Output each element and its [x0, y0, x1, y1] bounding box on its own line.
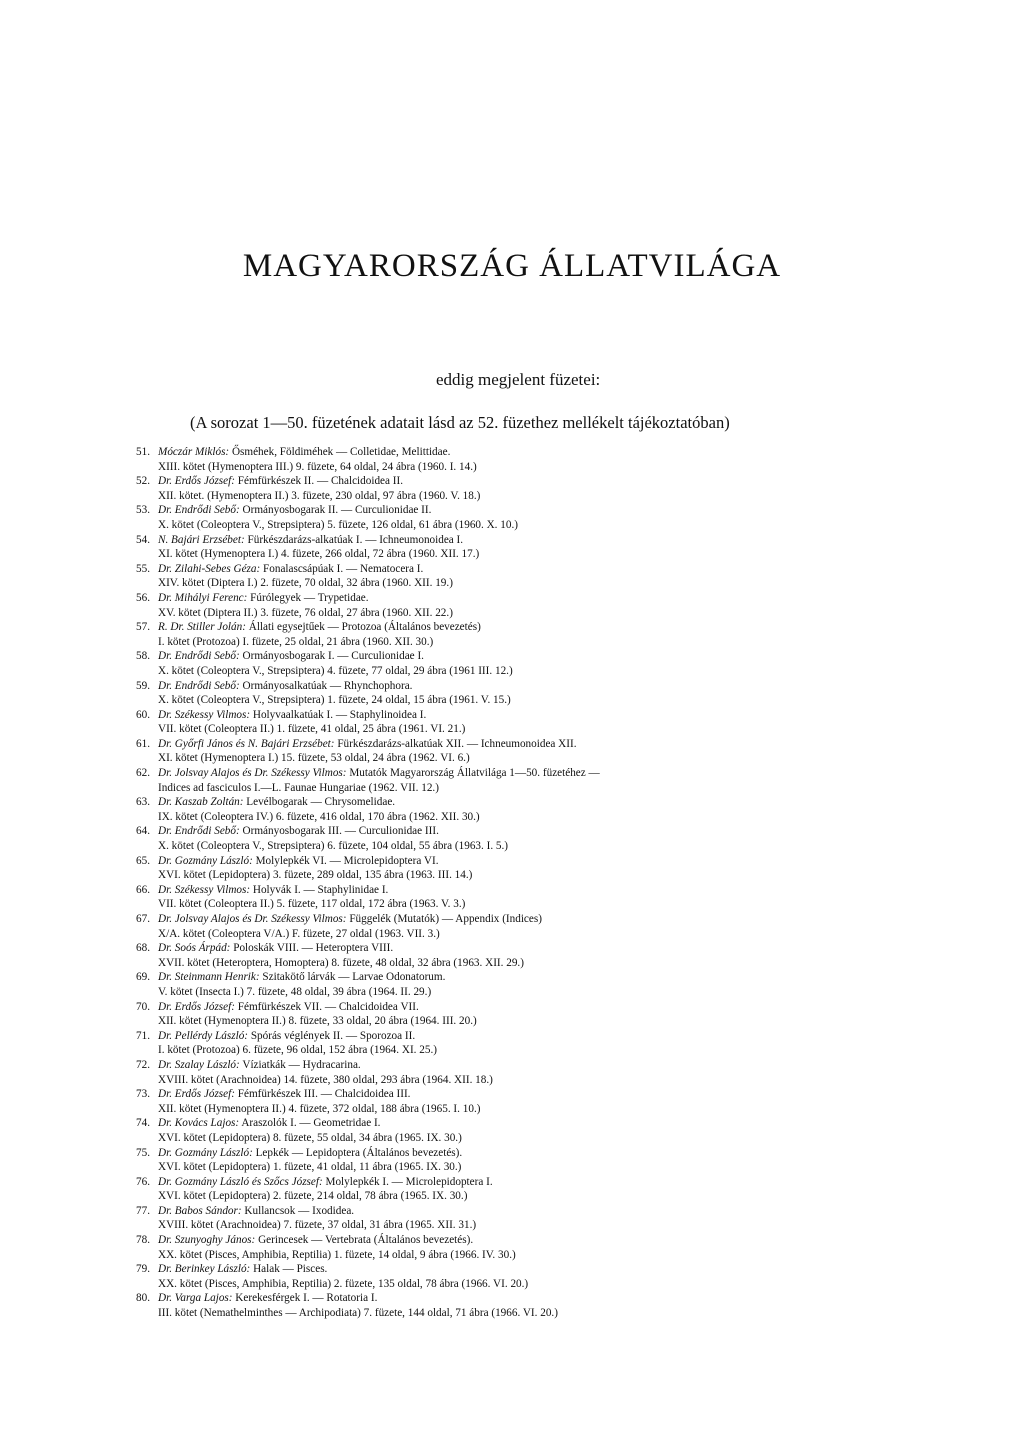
list-item: [136, 1146, 896, 1175]
entry-author: Dr. Gozmány László:: [158, 1146, 253, 1159]
entry-author: Dr. Gozmány László és Szőcs József:: [158, 1175, 323, 1188]
entry-topic: Ormányosbogarak II. — Curculionidae II.: [242, 504, 432, 517]
entry-number: 80.: [136, 1292, 150, 1305]
entry-details: XI. kötet (Hymenoptera I.) 15. füzete, 53 oldal, 24 ábra (1962. VI. 6.): [158, 752, 470, 765]
entry-author: Dr. Endrődi Sebő:: [158, 825, 240, 838]
entry-details: XVI. kötet (Lepidoptera) 1. füzete, 41 oldal, 11 ábra (1965. IX. 30.): [158, 1161, 462, 1174]
entry-topic: Fürkészdarázs-alkatúak XII. — Ichneumonoidea XII.: [337, 737, 577, 750]
entry-number: 61.: [136, 737, 150, 750]
entry-author: Dr. Endrődi Sebő:: [158, 650, 240, 663]
entry-heading-line: [136, 1058, 896, 1073]
entry-details: XVI. kötet (Lepidoptera) 2. füzete, 214 oldal, 78 ábra (1965. IX. 30.): [158, 1190, 468, 1203]
list-item: [136, 1175, 896, 1204]
entry-details: XVI. kötet (Lepidoptera) 3. füzete, 289 oldal, 135 ábra (1963. III. 14.): [158, 869, 473, 882]
entry-heading-line: [136, 1204, 896, 1219]
entry-author: Dr. Kovács Lajos:: [158, 1117, 240, 1130]
list-item: [136, 649, 896, 678]
entry-author: Dr. Jolsvay Alajos és Dr. Székessy Vilmos:: [158, 913, 347, 925]
entry-heading-line: [136, 766, 896, 781]
entry-heading-line: [136, 708, 896, 723]
entry-topic: Víziatkák — Hydracarina.: [242, 1058, 361, 1071]
entry-heading-line: [136, 503, 896, 518]
entry-heading-line: [136, 591, 896, 606]
entry-author: N. Bajári Erzsébet:: [158, 533, 245, 546]
entry-number: 57.: [136, 621, 150, 634]
entry-number: 68.: [136, 942, 150, 955]
entry-topic: Kerekesférgek I. — Rotatoria I.: [235, 1292, 378, 1305]
entry-number: 69.: [136, 971, 150, 984]
entry-details: XV. kötet (Diptera II.) 3. füzete, 76 oldal, 27 ábra (1960. XII. 22.): [158, 606, 453, 619]
page-title: MAGYARORSZÁG ÁLLATVILÁGA: [242, 248, 782, 284]
entry-details: XI. kötet (Hymenoptera I.) 4. füzete, 266 oldal, 72 ábra (1960. XII. 17.): [158, 548, 480, 561]
entry-author: Dr. Endrődi Sebő:: [158, 679, 240, 692]
entry-number: 51.: [136, 446, 150, 458]
list-item: [136, 941, 896, 970]
entry-heading-line: [136, 795, 896, 810]
entry-number: 59.: [136, 679, 150, 692]
entry-number: 64.: [136, 825, 150, 838]
entry-details: III. kötet (Nemathelminthes — Archipodiata) 7. füzete, 144 oldal, 71 ábra (1966. VI. 20.): [158, 1307, 558, 1320]
entry-author: Dr. Erdős József:: [158, 1000, 235, 1013]
list-item: [136, 1233, 896, 1262]
entry-number: 72.: [136, 1058, 150, 1071]
entry-number: 76.: [136, 1175, 150, 1188]
entry-heading-line: [136, 1291, 896, 1306]
entry-number: 75.: [136, 1146, 150, 1159]
entry-number: 73.: [136, 1088, 150, 1101]
entry-topic: Araszolók I. — Geometridae I.: [241, 1117, 381, 1130]
list-item: [136, 503, 896, 532]
entry-topic: Levélbogarak — Chrysomelidae.: [246, 796, 396, 809]
entry-author: Dr. Székessy Vilmos:: [158, 883, 251, 896]
list-item: [136, 474, 896, 503]
list-item: [136, 708, 896, 737]
list-item: [136, 620, 896, 649]
entry-details: VII. kötet (Coleoptera II.) 5. füzete, 117 oldal, 172 ábra (1963. V. 3.): [158, 898, 466, 911]
entry-heading-line: [136, 679, 896, 694]
entry-number: 60.: [136, 708, 150, 721]
entry-author: Dr. Kaszab Zoltán:: [158, 796, 244, 809]
entry-topic: Ormányosbogarak III. — Curculionidae III.: [242, 825, 439, 838]
list-item: [136, 445, 896, 474]
entry-number: 63.: [136, 796, 150, 809]
entry-details: XII. kötet (Hymenoptera II.) 4. füzete, 372 oldal, 188 ábra (1965. I. 10.): [158, 1102, 481, 1115]
entry-heading-line: [136, 1087, 896, 1102]
entry-author: Dr. Soós Árpád:: [158, 942, 231, 955]
entry-author: Dr. Mihályi Ferenc:: [158, 591, 248, 604]
entry-topic: Fémfürkészek VII. — Chalcidoidea VII.: [237, 1000, 419, 1013]
entry-details: VII. kötet (Coleoptera II.) 1. füzete, 41 oldal, 25 ábra (1961. VI. 21.): [158, 723, 466, 736]
entry-details: XII. kötet (Hymenoptera II.) 8. füzete, 33 oldal, 20 ábra (1964. III. 20.): [158, 1015, 477, 1028]
entry-details: Indices ad fasciculos I.—L. Faunae Hungariae (1962. VII. 12.): [158, 781, 439, 794]
entry-topic: Gerincesek — Vertebrata (Általános bevezetés).: [258, 1234, 474, 1247]
series-note: (A sorozat 1—50. füzetének adatait lásd az 52. füzethez mellékelt tájékoztatóban): [190, 413, 730, 432]
entry-topic: Szitakötő lárvák — Larvae Odonatorum.: [262, 971, 446, 984]
entry-author: Dr. Babos Sándor:: [158, 1204, 242, 1217]
list-item: [136, 1291, 896, 1320]
entry-heading-line: [136, 620, 896, 635]
entry-details: X. kötet (Coleoptera V., Strepsiptera) 6. füzete, 104 oldal, 55 ábra (1963. I. 5.): [158, 840, 509, 853]
entry-details: XX. kötet (Pisces, Amphibia, Reptilia) 2. füzete, 135 oldal, 78 ábra (1966. VI. 20.): [158, 1277, 529, 1290]
entry-heading-line: [136, 824, 896, 839]
entry-topic: Molylepkék I. — Microlepidoptera I.: [325, 1175, 493, 1188]
entry-heading-line: [136, 912, 896, 927]
entry-topic: Fémfürkészek III. — Chalcidoidea III.: [237, 1088, 411, 1101]
entry-topic: Állati egysejtűek — Protozoa (Általános bevezetés): [248, 621, 481, 634]
list-item: [136, 883, 896, 912]
entry-heading-line: [136, 1175, 896, 1190]
entry-topic: Molylepkék VI. — Microlepidoptera VI.: [255, 854, 439, 867]
list-item: [136, 1087, 896, 1116]
entry-details: XVII. kötet (Heteroptera, Homoptera) 8. füzete, 48 oldal, 32 ábra (1963. XII. 29.): [158, 956, 524, 969]
entry-details: X. kötet (Coleoptera V., Strepsiptera) 5. füzete, 126 oldal, 61 ábra (1960. X. 10.): [158, 518, 518, 531]
entry-author: Dr. Varga Lajos:: [158, 1292, 233, 1305]
list-item: [136, 1204, 896, 1233]
entry-heading-line: [136, 941, 896, 956]
entry-number: 52.: [136, 475, 150, 488]
entry-topic: Spórás véglények II. — Sporozoa II.: [250, 1029, 416, 1042]
entry-author: Móczár Miklós:: [158, 446, 230, 458]
entry-author: Dr. Pellérdy László:: [158, 1029, 249, 1042]
page-subtitle: eddig megjelent füzetei:: [436, 370, 601, 389]
entry-details: XVI. kötet (Lepidoptera) 8. füzete, 55 oldal, 34 ábra (1965. IX. 30.): [158, 1131, 462, 1144]
entry-number: 79.: [136, 1263, 150, 1276]
entry-heading-line: [136, 1262, 896, 1277]
publication-list: [136, 445, 896, 1321]
list-item: [136, 1262, 896, 1291]
entry-details: XIV. kötet (Diptera I.) 2. füzete, 70 oldal, 32 ábra (1960. XII. 19.): [158, 577, 453, 590]
entry-details: XVIII. kötet (Arachnoidea) 14. füzete, 380 oldal, 293 ábra (1964. XII. 18.): [158, 1073, 493, 1086]
entry-heading-line: [136, 1029, 896, 1044]
entry-topic: Ormányosalkatúak — Rhynchophora.: [242, 679, 413, 692]
entry-author: Dr. Szunyoghy János:: [158, 1234, 256, 1247]
entry-topic: Halak — Pisces.: [253, 1263, 328, 1276]
entry-details: XIII. kötet (Hymenoptera III.) 9. füzete, 64 oldal, 24 ábra (1960. I. 14.): [158, 460, 477, 473]
entry-heading-line: [136, 649, 896, 664]
entry-author: Dr. Endrődi Sebő:: [158, 504, 240, 517]
entry-heading-line: [136, 562, 896, 577]
entry-number: 56.: [136, 591, 150, 604]
entry-topic: Fürkészdarázs-alkatúak I. — Ichneumonoidea I.: [247, 533, 464, 546]
entry-number: 55.: [136, 562, 150, 575]
entry-number: 65.: [136, 854, 150, 867]
entry-heading-line: [136, 1146, 896, 1161]
entry-heading-line: [136, 474, 896, 489]
list-item: [136, 824, 896, 853]
entry-number: 77.: [136, 1204, 150, 1217]
entry-author: Dr. Erdős József:: [158, 475, 235, 488]
list-item: [136, 1029, 896, 1058]
entry-topic: Ormányosbogarak I. — Curculionidae I.: [242, 650, 424, 663]
entry-details: X/A. kötet (Coleoptera V/A.) F. füzete, 27 oldal (1963. VII. 3.): [158, 927, 440, 940]
entry-number: 53.: [136, 504, 150, 517]
entry-number: 78.: [136, 1234, 150, 1247]
list-item: [136, 1000, 896, 1029]
entry-details: X. kötet (Coleoptera V., Strepsiptera) 4. füzete, 77 oldal, 29 ábra (1961 III. 12.): [158, 664, 513, 677]
list-item: [136, 591, 896, 620]
entry-number: 66.: [136, 883, 150, 896]
entry-number: 70.: [136, 1000, 150, 1013]
entry-heading-line: [136, 883, 896, 898]
entry-author: R. Dr. Stiller Jolán:: [158, 621, 246, 634]
entry-topic: Mutatók Magyarország Állatvilága 1—50. füzetéhez —: [349, 767, 600, 780]
entry-number: 62.: [136, 767, 150, 780]
entry-author: Dr. Jolsvay Alajos és Dr. Székessy Vilmos:: [158, 767, 347, 780]
list-item: [136, 562, 896, 591]
entry-topic: Holyvák I. — Staphylinidae I.: [252, 883, 389, 896]
entry-heading-line: [136, 1000, 896, 1015]
entry-heading-line: [136, 533, 896, 548]
entry-author: Dr. Székessy Vilmos:: [158, 708, 251, 721]
entry-topic: Függelék (Mutatók) — Appendix (Indices): [349, 913, 542, 925]
list-item: [136, 854, 896, 883]
entry-details: I. kötet (Protozoa) 6. füzete, 96 oldal, 152 ábra (1964. XI. 25.): [158, 1044, 437, 1057]
entry-topic: Fúrólegyek — Trypetidae.: [250, 591, 369, 604]
entry-details: X. kötet (Coleoptera V., Strepsiptera) 1. füzete, 24 oldal, 15 ábra (1961. V. 15.): [158, 694, 511, 707]
entry-heading-line: [136, 970, 896, 985]
list-item: [136, 970, 896, 999]
entry-heading-line: [136, 737, 896, 752]
entry-author: Dr. Szalay László:: [158, 1058, 240, 1071]
list-item: [136, 1116, 896, 1145]
entry-author: Dr. Gozmány László:: [158, 854, 253, 867]
entry-topic: Fonalascsápúak I. — Nematocera I.: [263, 562, 424, 575]
entry-heading-line: [136, 854, 896, 869]
entry-number: 58.: [136, 650, 150, 663]
entry-number: 67.: [136, 913, 150, 925]
list-item: [136, 1058, 896, 1087]
list-item: [136, 912, 896, 941]
entry-details: XVIII. kötet (Arachnoidea) 7. füzete, 37 oldal, 31 ábra (1965. XII. 31.): [158, 1219, 477, 1232]
list-item: [136, 679, 896, 708]
entry-details: I. kötet (Protozoa) I. füzete, 25 oldal, 21 ábra (1960. XII. 30.): [158, 635, 434, 648]
entry-details: XII. kötet. (Hymenoptera II.) 3. füzete, 230 oldal, 97 ábra (1960. V. 18.): [158, 489, 481, 502]
entry-author: Dr. Zilahi-Sebes Géza:: [158, 562, 261, 575]
list-item: [136, 766, 896, 795]
entry-author: Dr. Győrfi János és N. Bajári Erzsébet:: [158, 737, 335, 750]
entry-number: 71.: [136, 1029, 150, 1042]
entry-topic: Fémfürkészek II. — Chalcidoidea II.: [237, 475, 404, 488]
entry-topic: Ősméhek, Földiméhek — Colletidae, Melittidae.: [231, 446, 451, 458]
entry-author: Dr. Berinkey László:: [158, 1263, 251, 1276]
entry-details: XX. kötet (Pisces, Amphibia, Reptilia) 1. füzete, 14 oldal, 9 ábra (1966. IV. 30.): [158, 1248, 516, 1261]
entry-topic: Holyvaalkatúak I. — Staphylinoidea I.: [252, 708, 427, 721]
entry-details: V. kötet (Insecta I.) 7. füzete, 48 oldal, 39 ábra (1964. II. 29.): [158, 985, 432, 998]
list-item: [136, 737, 896, 766]
list-item: [136, 795, 896, 824]
entry-topic: Poloskák VIII. — Heteroptera VIII.: [233, 942, 394, 955]
entry-topic: Kullancsok — Ixodidea.: [244, 1204, 355, 1217]
entry-author: Dr. Erdős József:: [158, 1088, 235, 1101]
entry-number: 74.: [136, 1117, 150, 1130]
entry-heading-line: [136, 1233, 896, 1248]
entry-author: Dr. Steinmann Henrik:: [158, 971, 260, 984]
entry-topic: Lepkék — Lepidoptera (Általános bevezetés).: [255, 1146, 463, 1159]
entry-heading-line: [136, 445, 896, 460]
entry-heading-line: [136, 1116, 896, 1131]
entry-number: 54.: [136, 533, 150, 546]
entry-details: IX. kötet (Coleoptera IV.) 6. füzete, 416 oldal, 170 ábra (1962. XII. 30.): [158, 810, 480, 823]
list-item: [136, 533, 896, 562]
